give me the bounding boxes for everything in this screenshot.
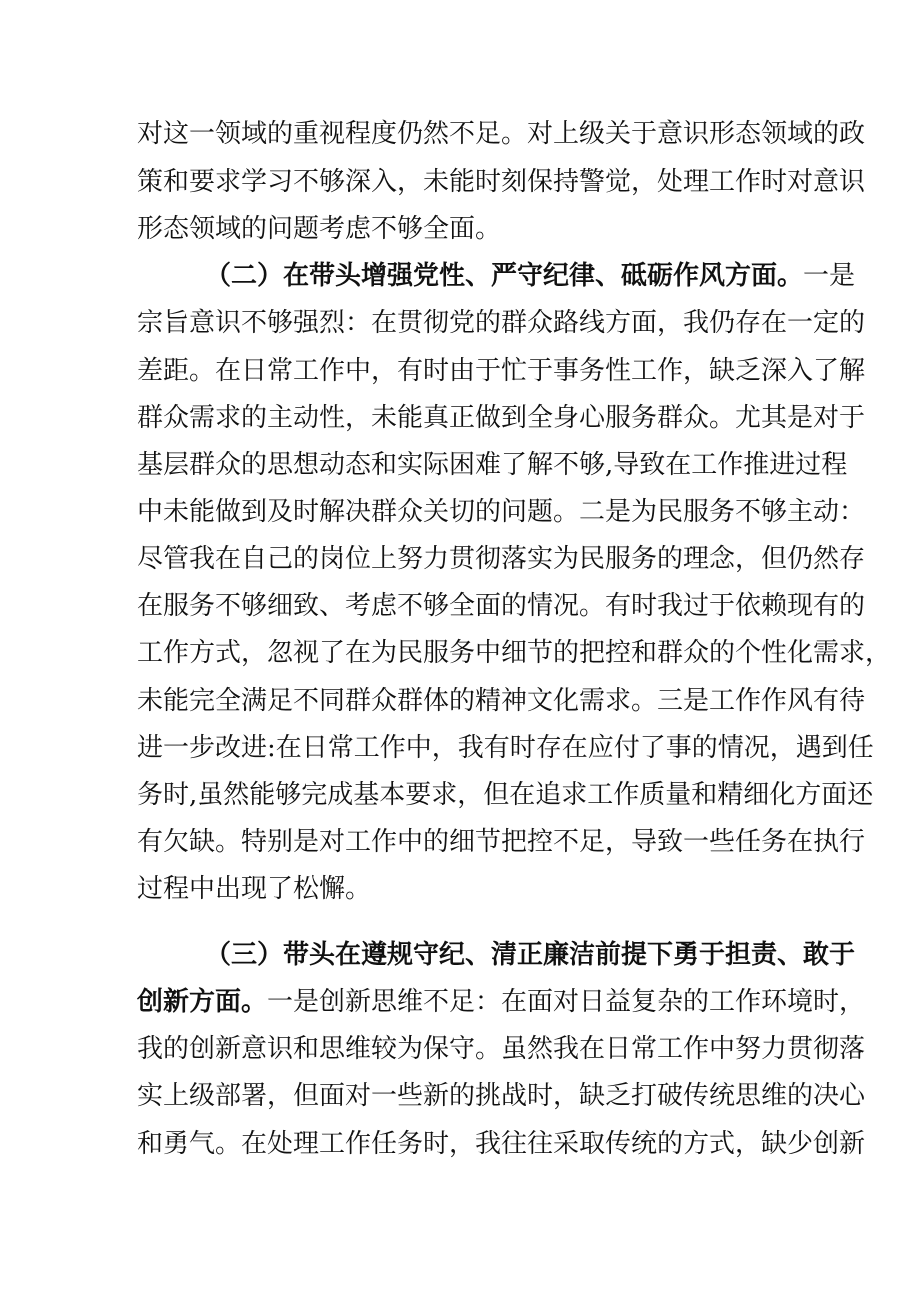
section-heading-3-continued: 创新方面。一是创新思维不足：在面对日益复杂的工作环境时，: [137, 987, 866, 1017]
body-text-line: 未能完全满足不同群众群体的精神文化需求。三是工作作风有待: [137, 686, 866, 716]
body-text-line: 和勇气。在处理工作任务时，我往往采取传统的方式，缺少创新: [137, 1129, 866, 1159]
body-text-line: 宗旨意识不够强烈：在贯彻党的群众路线方面，我仍存在一定的: [137, 308, 866, 338]
body-text-line: 基层群众的思想动态和实际困难了解不够,导致在工作推进过程: [137, 450, 848, 480]
body-text-line: 群众需求的主动性，未能真正做到全身心服务群众。尤其是对于: [137, 403, 866, 433]
body-text-line: 我的创新意识和思维较为保守。虽然我在日常工作中努力贯彻落: [137, 1034, 866, 1064]
body-text-line: 进一步改进:在日常工作中，我有时存在应付了事的情况，遇到任: [137, 733, 874, 763]
body-text-line: 策和要求学习不够深入，未能时刻保持警觉，处理工作时对意识: [137, 167, 866, 197]
section-heading-3-title: （三）带头在遵规守纪、清正廉洁前提下勇于担责、敢于: [205, 940, 856, 970]
section-heading-2-title: （二）在带头增强党性、严守纪律、砥砺作风方面。: [205, 261, 804, 291]
section-heading-3-title-continued: 创新方面。: [137, 987, 268, 1017]
body-text-line: 有欠缺。特别是对工作中的细节把控不足，导致一些任务在执行: [137, 827, 866, 857]
body-text-line: 实上级部署，但面对一些新的挑战时，缺乏打破传统思维的决心: [137, 1081, 866, 1111]
body-text-line: 对这一领域的重视程度仍然不足。对上级关于意识形态领域的政: [137, 119, 866, 149]
body-text-line: 差距。在日常工作中，有时由于忙于事务性工作，缺乏深入了解: [137, 356, 866, 386]
body-text-line: 工作方式，忽视了在为民服务中细节的把控和群众的个性化需求，: [137, 638, 892, 668]
body-text-line: 中未能做到及时解决群众关切的问题。二是为民服务不够主动：: [137, 497, 866, 527]
body-text-line: 过程中出现了松懈。: [137, 874, 372, 904]
body-text-line: 尽管我在自己的岗位上努力贯彻落实为民服务的理念，但仍然存: [137, 544, 866, 574]
body-text-line: 在服务不够细致、考虑不够全面的情况。有时我过于依赖现有的: [137, 591, 866, 621]
body-text-line: 形态领域的问题考虑不够全面。: [137, 214, 502, 244]
section-heading-2: （二）在带头增强党性、严守纪律、砥砺作风方面。一是: [205, 261, 856, 291]
body-text-line: 务时,虽然能够完成基本要求，但在追求工作质量和精细化方面还: [137, 780, 874, 810]
section-heading-3: [205, 935, 856, 975]
